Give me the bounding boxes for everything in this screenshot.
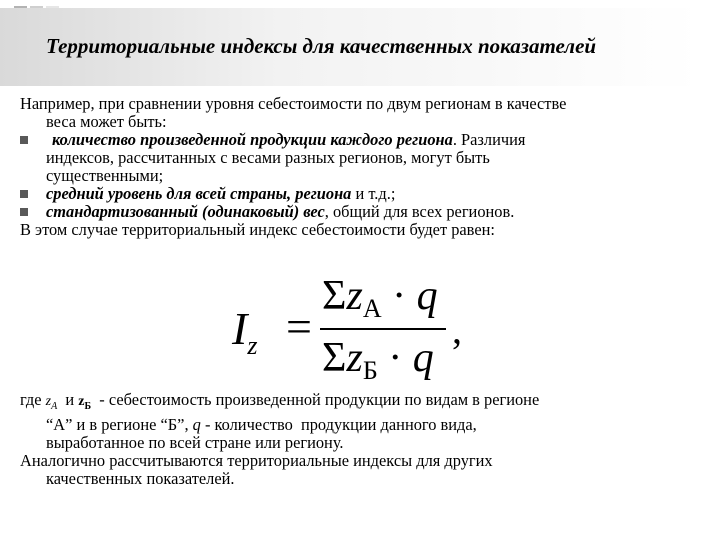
formula-numerator: [322, 272, 438, 324]
bullet-text: . Различия: [452, 130, 526, 149]
formula-comma: ,: [452, 307, 462, 352]
formula-symbol: q: [416, 273, 438, 319]
formula-symbol: z: [346, 335, 363, 381]
where-and: и: [57, 390, 79, 409]
where-text: - себестоимость произведенной продукции по видам в регионе: [91, 390, 540, 409]
formula-subscript: А: [362, 294, 382, 323]
square-bullet-icon: [20, 190, 28, 198]
z-a-symbol: [45, 394, 58, 412]
where-line: [20, 416, 710, 434]
slide-body: [20, 95, 710, 239]
where-text: “А” и в регионе “Б”,: [46, 414, 193, 434]
square-bullet-icon: [20, 208, 28, 216]
formula-subscript: А: [51, 400, 58, 412]
sum-symbol: Σ: [322, 273, 347, 319]
closing-line: Аналогично рассчитываются территориальные индексы для других: [20, 450, 493, 470]
formula-lhs: [232, 302, 257, 361]
intro-line: Например, при сравнении уровня себестоимости по двум регионам в качестве: [20, 94, 567, 113]
bullet-item: [20, 203, 710, 221]
bullet-emphasis: количество произведенной продукции каждого региона: [52, 130, 453, 149]
formula-lead: В этом случае территориальный индекс себестоимости будет равен:: [20, 220, 495, 239]
index-formula: [232, 272, 492, 392]
fraction-bar: [320, 328, 446, 330]
bullet-item: [20, 185, 710, 203]
formula-equals: =: [286, 301, 312, 352]
bullet-emphasis: стандартизованный (одинаковый) вес: [46, 202, 325, 221]
formula-explanation: [20, 391, 710, 488]
bullet-continuation: индексов, рассчитанных с весами разных регионов, могут быть: [46, 148, 490, 167]
sum-symbol: Σ: [322, 335, 347, 381]
where-line: выработанное по всей стране или региону.: [46, 432, 344, 452]
square-bullet-icon: [20, 136, 28, 144]
intro-continuation: веса может быть:: [46, 112, 167, 131]
slide-title: Территориальные индексы для качественных показателей: [46, 34, 597, 58]
formula-dot: ·: [392, 273, 407, 319]
formula-subscript: z: [247, 331, 258, 360]
where-prefix: где: [20, 390, 46, 409]
formula-dot: ·: [388, 335, 403, 381]
q-symbol: q: [192, 414, 201, 434]
closing-continuation: качественных показателей.: [46, 468, 235, 488]
z-b-symbol: [78, 394, 92, 412]
formula-symbol: z: [45, 394, 52, 409]
bullet-emphasis: средний уровень для всей страны, региона: [46, 184, 352, 203]
formula-subscript: Б: [362, 356, 378, 385]
where-text: - количество продукции данного вида,: [200, 414, 477, 434]
bullet-continuation: существенными;: [46, 166, 164, 185]
bullet-text: и т.д.;: [351, 184, 396, 203]
bullet-item: [20, 131, 710, 149]
formula-denominator: [322, 334, 434, 386]
formula-symbol: z: [346, 273, 363, 319]
bullet-text: , общий для всех регионов.: [324, 202, 515, 221]
formula-subscript: Б: [84, 400, 92, 412]
formula-symbol: z: [78, 394, 85, 409]
formula-symbol: I: [232, 303, 248, 354]
formula-symbol: q: [412, 335, 434, 381]
where-line: [20, 391, 710, 416]
